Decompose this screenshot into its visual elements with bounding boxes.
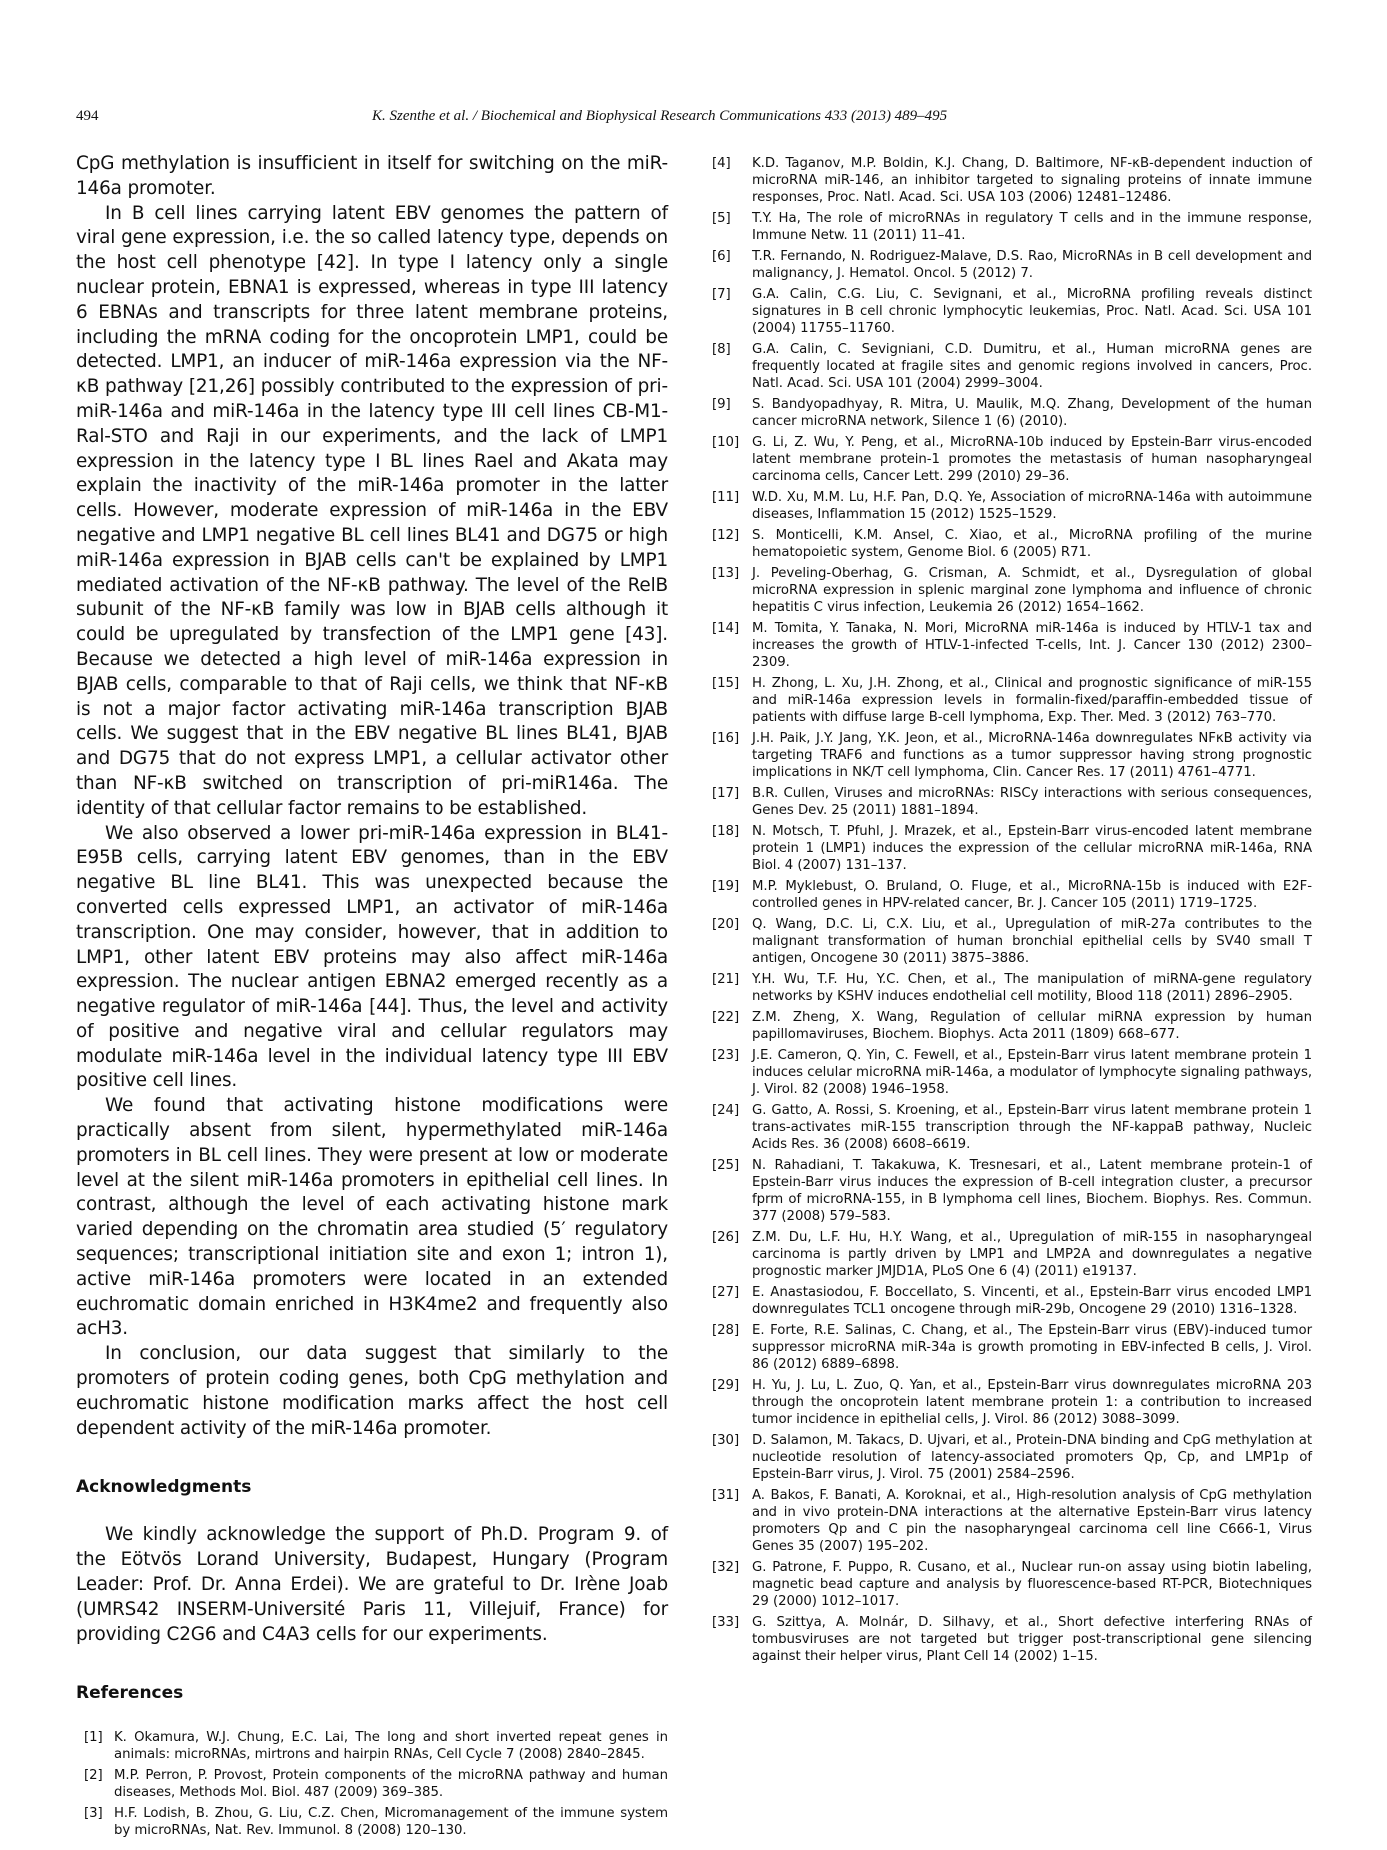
body-paragraph: In B cell lines carrying latent EBV genomes the pattern of viral gene expression, i.e. the so called latency type, depends on the host cell phenotype [42]. In type I latency only a single nuclear protein, EBNA1 is expressed, whereas in type III latency 6 EBNAs and transcripts for three latent membrane proteins, including the mRNA coding for the oncoprotein LMP1, could be detected. LMP1, an inducer of miR-146a expression via the NF-κB pathway [21,26] possibly contributed to the expression of pri-miR-146a and miR-146a in the latency type III cell lines CB-M1-Ral-STO and Raji in our experiments, and the lack of LMP1 expression in the latency type I BL lines Rael and Akata may explain the inactivity of the miR-146a promoter in the latter cells. However, moderate expression of miR-146a in the EBV negative and LMP1 negative BL cell lines BL41 and DG75 or high miR-146a expression in BJAB cells can't be explained by LMP1 mediated activation of the NF-κB pathway. The level of the RelB subunit of the NF-κB family was low in BJAB cells although it could be upregulated by transfection of the LMP1 gene [43]. Because we detected a high level of miR-146a expression in BJAB cells, comparable to that of Raji cells, we think that NF-κB is not a major factor activating miR-146a transcription BJAB cells. We suggest that in the EBV negative BL lines BL41, BJAB and DG75 that do not express LMP1, a cellular activator other than NF-κB switched on transcription of pri-miR146a. The identity of that cellular factor remains to be established. — [76, 202, 668, 819]
reference-number: [24] — [712, 1103, 740, 1118]
reference-item — [712, 1047, 1312, 1098]
reference-item — [712, 1157, 1312, 1225]
reference-text: H.F. Lodish, B. Zhou, G. Liu, C.Z. Chen, Micromanagement of the immune system by microRNAs, Nat. Rev. Immunol. 8 (2008) 120–130. — [114, 1806, 668, 1839]
reference-text: G.A. Calin, C. Sevigniani, C.D. Dumitru, et al., Human microRNA genes are frequently located at fragile sites and genomic regions involved in cancers, Proc. Natl. Acad. Sci. USA 101 (2004) 2999–3004. — [752, 342, 1312, 391]
reference-item — [712, 1229, 1312, 1280]
reference-text: S. Monticelli, K.M. Ansel, C. Xiao, et al., MicroRNA profiling of the murine hematopoietic system, Genome Biol. 6 (2005) R71. — [752, 528, 1312, 560]
reference-number: [9] — [712, 397, 731, 412]
reference-item — [712, 1322, 1312, 1373]
reference-number: [23] — [712, 1048, 740, 1063]
reference-number: [18] — [712, 824, 740, 839]
reference-text: H. Zhong, L. Xu, J.H. Zhong, et al., Clinical and prognostic significance of miR-155 and miR-146a expression levels in formalin-fixed/paraffin-embedded tissue of patients with diffuse large B-cell lymphoma, Exp. Ther. Med. 3 (2012) 763–770. — [752, 676, 1312, 725]
reference-text: M.P. Myklebust, O. Bruland, O. Fluge, et al., MicroRNA-15b is induced with E2F-controlled genes in HPV-related cancer, Br. J. Cancer 105 (2011) 1719–1725. — [752, 879, 1312, 911]
reference-text: B.R. Cullen, Viruses and microRNAs: RISCy interactions with serious consequences, Genes Dev. 25 (2011) 1881–1894. — [752, 786, 1312, 818]
reference-text: J.E. Cameron, Q. Yin, C. Fewell, et al., Epstein-Barr virus latent membrane protein 1 induces celular microRNA miR-146a, a modulator of lymphocyte signaling pathways, J. Virol. 82 (2008) 1946–1958. — [752, 1048, 1312, 1097]
reference-text: Z.M. Du, L.F. Hu, H.Y. Wang, et al., Upregulation of miR-155 in nasopharyngeal carcinoma is partly driven by LMP1 and LMP2A and downregulates a negative prognostic marker JMJD1A, PLoS One 6 (4) (2011) e19137. — [752, 1230, 1312, 1279]
reference-item — [712, 1284, 1312, 1318]
body-paragraph: We also observed a lower pri-miR-146a expression in BL41-E95B cells, carrying latent EBV genomes, than in the EBV negative BL line BL41. This was unexpected because the converted cells expressed LMP1, an activator of miR-146a transcription. One may consider, however, that in addition to LMP1, other latent EBV proteins may also affect miR-146a expression. The nuclear antigen EBNA2 emerged recently as a negative regulator of miR-146a [44]. Thus, the level and activity of positive and negative viral and cellular regulators may modulate miR-146a level in the individual latency type III EBV positive cell lines. — [76, 822, 668, 1092]
body-paragraph: CpG methylation is insufficient in itself for switching on the miR-146a promoter. — [76, 153, 668, 199]
reference-number: [33] — [712, 1615, 740, 1630]
journal-citation: K. Szenthe et al. / Biochemical and Biophysical Research Communications 433 (2013) 489–495 — [372, 108, 948, 124]
reference-number: [7] — [712, 287, 731, 302]
reference-number: [4] — [712, 156, 731, 171]
reference-text: S. Bandyopadhyay, R. Mitra, U. Maulik, M.Q. Zhang, Development of the human cancer microRNA network, Silence 1 (6) (2010). — [752, 397, 1312, 429]
reference-item — [712, 248, 1312, 282]
reference-text: J. Peveling-Oberhag, G. Crisman, A. Schmidt, et al., Dysregulation of global microRNA expression in splenic marginal zone lymphoma and influence of chronic hepatitis C virus infection, Leukemia 26 (2012) 1654–1662. — [752, 566, 1312, 615]
body-paragraph: We found that activating histone modifications were practically absent from silent, hypermethylated miR-146a promoters in BL cell lines. They were present at low or moderate level at the silent miR-146a promoters in epithelial cell lines. In contrast, although the level of each activating histone mark varied depending on the chromatin area studied (5′ regulatory sequences; transcriptional initiation site and exon 1; intron 1), active miR-146a promoters were located in an extended euchromatic domain enriched in H3K4me2 and frequently also acH3. — [76, 1095, 668, 1340]
reference-item — [712, 675, 1312, 726]
reference-item — [76, 1767, 668, 1801]
reference-item — [76, 1805, 668, 1839]
reference-text: Y.H. Wu, T.F. Hu, Y.C. Chen, et al., The manipulation of miRNA-gene regulatory networks by KSHV induces endothelial cell motility, Blood 118 (2011) 2896–2905. — [752, 972, 1312, 1004]
reference-number: [16] — [712, 731, 740, 746]
reference-text: H. Yu, J. Lu, L. Zuo, Q. Yan, et al., Epstein-Barr virus downregulates microRNA 203 through the oncoprotein latent membrane protein 1: a contribution to increased tumor incidence in epithelial cells, J. Virol. 86 (2012) 3088–3099. — [752, 1378, 1312, 1427]
reference-item — [712, 620, 1312, 671]
reference-number: [31] — [712, 1488, 740, 1503]
reference-number: [14] — [712, 621, 740, 636]
reference-list-left — [76, 1729, 668, 1839]
reference-item — [712, 1487, 1312, 1555]
reference-number: [29] — [712, 1378, 740, 1393]
reference-item — [76, 1729, 668, 1763]
reference-number: [5] — [712, 211, 731, 226]
acknowledgments-heading: Acknowledgments — [76, 1477, 252, 1498]
reference-item — [712, 971, 1312, 1005]
reference-item — [712, 489, 1312, 523]
reference-number: [2] — [84, 1768, 103, 1784]
reference-number: [27] — [712, 1285, 740, 1300]
reference-item — [712, 916, 1312, 967]
reference-number: [20] — [712, 917, 740, 932]
reference-item — [712, 1377, 1312, 1428]
acknowledgments-text: We kindly acknowledge the support of Ph.D. Program 9. of the Eötvös Lorand University, Budapest, Hungary (Program Leader: Prof. Dr. Anna Erdei). We are grateful to Dr. Irène Joab (UMRS42 INSERM-Université Paris 11, Villejuif, France) for providing C2G6 and C4A3 cells for our experiments. — [76, 1524, 668, 1645]
reference-item — [712, 785, 1312, 819]
reference-text: W.D. Xu, M.M. Lu, H.F. Pan, D.Q. Ye, Association of microRNA-146a with autoimmune diseases, Inflammation 15 (2012) 1525–1529. — [752, 490, 1312, 522]
reference-number: [32] — [712, 1560, 740, 1575]
reference-text: G. Szittya, A. Molnár, D. Silhavy, et al., Short defective interfering RNAs of tombusviruses are not targeted but trigger post-transcriptional gene silencing against their helper virus, Plant Cell 14 (2002) 1–15. — [752, 1615, 1312, 1664]
reference-text: N. Motsch, T. Pfuhl, J. Mrazek, et al., Epstein-Barr virus-encoded latent membrane protein 1 (LMP1) induces the expression of the cellular microRNA miR-146a, RNA Biol. 4 (2007) 131–137. — [752, 824, 1312, 873]
left-column — [76, 152, 668, 1843]
reference-number: [19] — [712, 879, 740, 894]
reference-text: E. Anastasiodou, F. Boccellato, S. Vincenti, et al., Epstein-Barr virus encoded LMP1 downregulates TCL1 oncogene through miR-29b, Oncogene 29 (2010) 1316–1328. — [752, 1285, 1312, 1317]
reference-number: [17] — [712, 786, 740, 801]
reference-number: [8] — [712, 342, 731, 357]
reference-item — [712, 730, 1312, 781]
reference-item — [712, 210, 1312, 244]
reference-number: [21] — [712, 972, 740, 987]
references-heading: References — [76, 1683, 184, 1704]
reference-text: J.H. Paik, J.Y. Jang, Y.K. Jeon, et al., MicroRNA-146a downregulates NFκB activity via targeting TRAF6 and functions as a tumor suppressor having strong prognostic implications in NK/T cell lymphoma, Clin. Cancer Res. 17 (2011) 4761–4771. — [752, 731, 1312, 780]
reference-item — [712, 434, 1312, 485]
reference-text: E. Forte, R.E. Salinas, C. Chang, et al., The Epstein-Barr virus (EBV)-induced tumor suppressor microRNA miR-34a is growth promoting in EBV-infected B cells, J. Virol. 86 (2012) 6889–6898. — [752, 1323, 1312, 1372]
reference-number: [11] — [712, 490, 740, 505]
reference-number: [10] — [712, 435, 740, 450]
reference-number: [6] — [712, 249, 731, 264]
reference-item — [712, 286, 1312, 337]
reference-number: [22] — [712, 1010, 740, 1025]
reference-item — [712, 878, 1312, 912]
page-number: 494 — [76, 108, 99, 124]
reference-number: [25] — [712, 1158, 740, 1173]
reference-text: Q. Wang, D.C. Li, C.X. Liu, et al., Upregulation of miR-27a contributes to the malignant transformation of human bronchial epithelial cells by SV40 small T antigen, Oncogene 30 (2011) 3875–3886. — [752, 917, 1312, 966]
reference-text: T.Y. Ha, The role of microRNAs in regulatory T cells and in the immune response, Immune Netw. 11 (2011) 11–41. — [752, 211, 1312, 243]
reference-text: A. Bakos, F. Banati, A. Koroknai, et al., High-resolution analysis of CpG methylation and in vivo protein-DNA interactions at the alternative Epstein-Barr virus latency promoters Qp and C pin the nasopharyngeal carcinoma cell line C666-1, Virus Genes 35 (2007) 195–202. — [752, 1488, 1312, 1554]
reference-item — [712, 155, 1312, 206]
reference-text: K. Okamura, W.J. Chung, E.C. Lai, The long and short inverted repeat genes in animals: microRNAs, mirtrons and hairpin RNAs, Cell Cycle 7 (2008) 2840–2845. — [114, 1730, 668, 1763]
reference-text: G.A. Calin, C.G. Liu, C. Sevignani, et al., MicroRNA profiling reveals distinct signatures in B cell chronic lymphocytic leukemias, Proc. Natl. Acad. Sci. USA 101 (2004) 11755–11760. — [752, 287, 1312, 336]
reference-number: [30] — [712, 1433, 740, 1448]
reference-text: T.R. Fernando, N. Rodriguez-Malave, D.S. Rao, MicroRNAs in B cell development and malignancy, J. Hematol. Oncol. 5 (2012) 7. — [752, 249, 1312, 281]
right-column — [712, 155, 1312, 1669]
reference-text: K.D. Taganov, M.P. Boldin, K.J. Chang, D. Baltimore, NF-κB-dependent induction of microRNA miR-146, an inhibitor targeted to signaling proteins of innate immune responses, Proc. Natl. Acad. Sci. USA 103 (2006) 12481–12486. — [752, 156, 1312, 205]
reference-number: [13] — [712, 566, 740, 581]
reference-item — [712, 1559, 1312, 1610]
reference-number: [15] — [712, 676, 740, 691]
reference-item — [712, 527, 1312, 561]
reference-text: Z.M. Zheng, X. Wang, Regulation of cellular miRNA expression by human papillomaviruses, Biochem. Biophys. Acta 2011 (1809) 668–677. — [752, 1010, 1312, 1042]
reference-number: [12] — [712, 528, 740, 543]
reference-text: M.P. Perron, P. Provost, Protein components of the microRNA pathway and human diseases, Methods Mol. Biol. 487 (2009) 369–385. — [114, 1768, 668, 1801]
reference-text: N. Rahadiani, T. Takakuwa, K. Tresnesari, et al., Latent membrane protein-1 of Epstein-Barr virus induces the expression of B-cell integration cluster, a precursor fprm of microRNA-155, in B lymphoma cell lines, Biochem. Biophys. Res. Commun. 377 (2008) 579–583. — [752, 1158, 1312, 1224]
reference-text: G. Gatto, A. Rossi, S. Kroening, et al., Epstein-Barr virus latent membrane protein 1 trans-activates miR-155 transcription through the NF-kappaB pathway, Nucleic Acids Res. 36 (2008) 6608–6619. — [752, 1103, 1312, 1152]
reference-item — [712, 1432, 1312, 1483]
reference-number: [3] — [84, 1806, 103, 1822]
reference-number: [1] — [84, 1730, 103, 1746]
reference-item — [712, 565, 1312, 616]
reference-item — [712, 1009, 1312, 1043]
reference-number: [26] — [712, 1230, 740, 1245]
reference-text: G. Patrone, F. Puppo, R. Cusano, et al., Nuclear run-on assay using biotin labeling, magnetic bead capture and analysis by fluorescence-based RT-PCR, Biotechniques 29 (2000) 1012–1017. — [752, 1560, 1312, 1609]
reference-item — [712, 823, 1312, 874]
reference-number: [28] — [712, 1323, 740, 1338]
reference-item — [712, 341, 1312, 392]
reference-item — [712, 1614, 1312, 1665]
reference-item — [712, 1102, 1312, 1153]
reference-text: G. Li, Z. Wu, Y. Peng, et al., MicroRNA-10b induced by Epstein-Barr virus-encoded latent membrane protein-1 promotes the metastasis of human nasopharyngeal carcinoma cells, Cancer Lett. 299 (2010) 29–36. — [752, 435, 1312, 484]
reference-text: M. Tomita, Y. Tanaka, N. Mori, MicroRNA miR-146a is induced by HTLV-1 tax and increases the growth of HTLV-1-infected T-cells, Int. J. Cancer 130 (2012) 2300–2309. — [752, 621, 1312, 670]
reference-item — [712, 396, 1312, 430]
reference-text: D. Salamon, M. Takacs, D. Ujvari, et al., Protein-DNA binding and CpG methylation at nucleotide resolution of latency-associated promoters Qp, Cp, and LMP1p of Epstein-Barr virus, J. Virol. 75 (2001) 2584–2596. — [752, 1433, 1312, 1482]
reference-list-right — [712, 155, 1312, 1665]
running-header — [76, 108, 1316, 130]
body-paragraph: In conclusion, our data suggest that similarly to the promoters of protein coding genes, both CpG methylation and euchromatic histone modification marks affect the host cell dependent activity of the miR-146a promoter. — [76, 1343, 668, 1439]
